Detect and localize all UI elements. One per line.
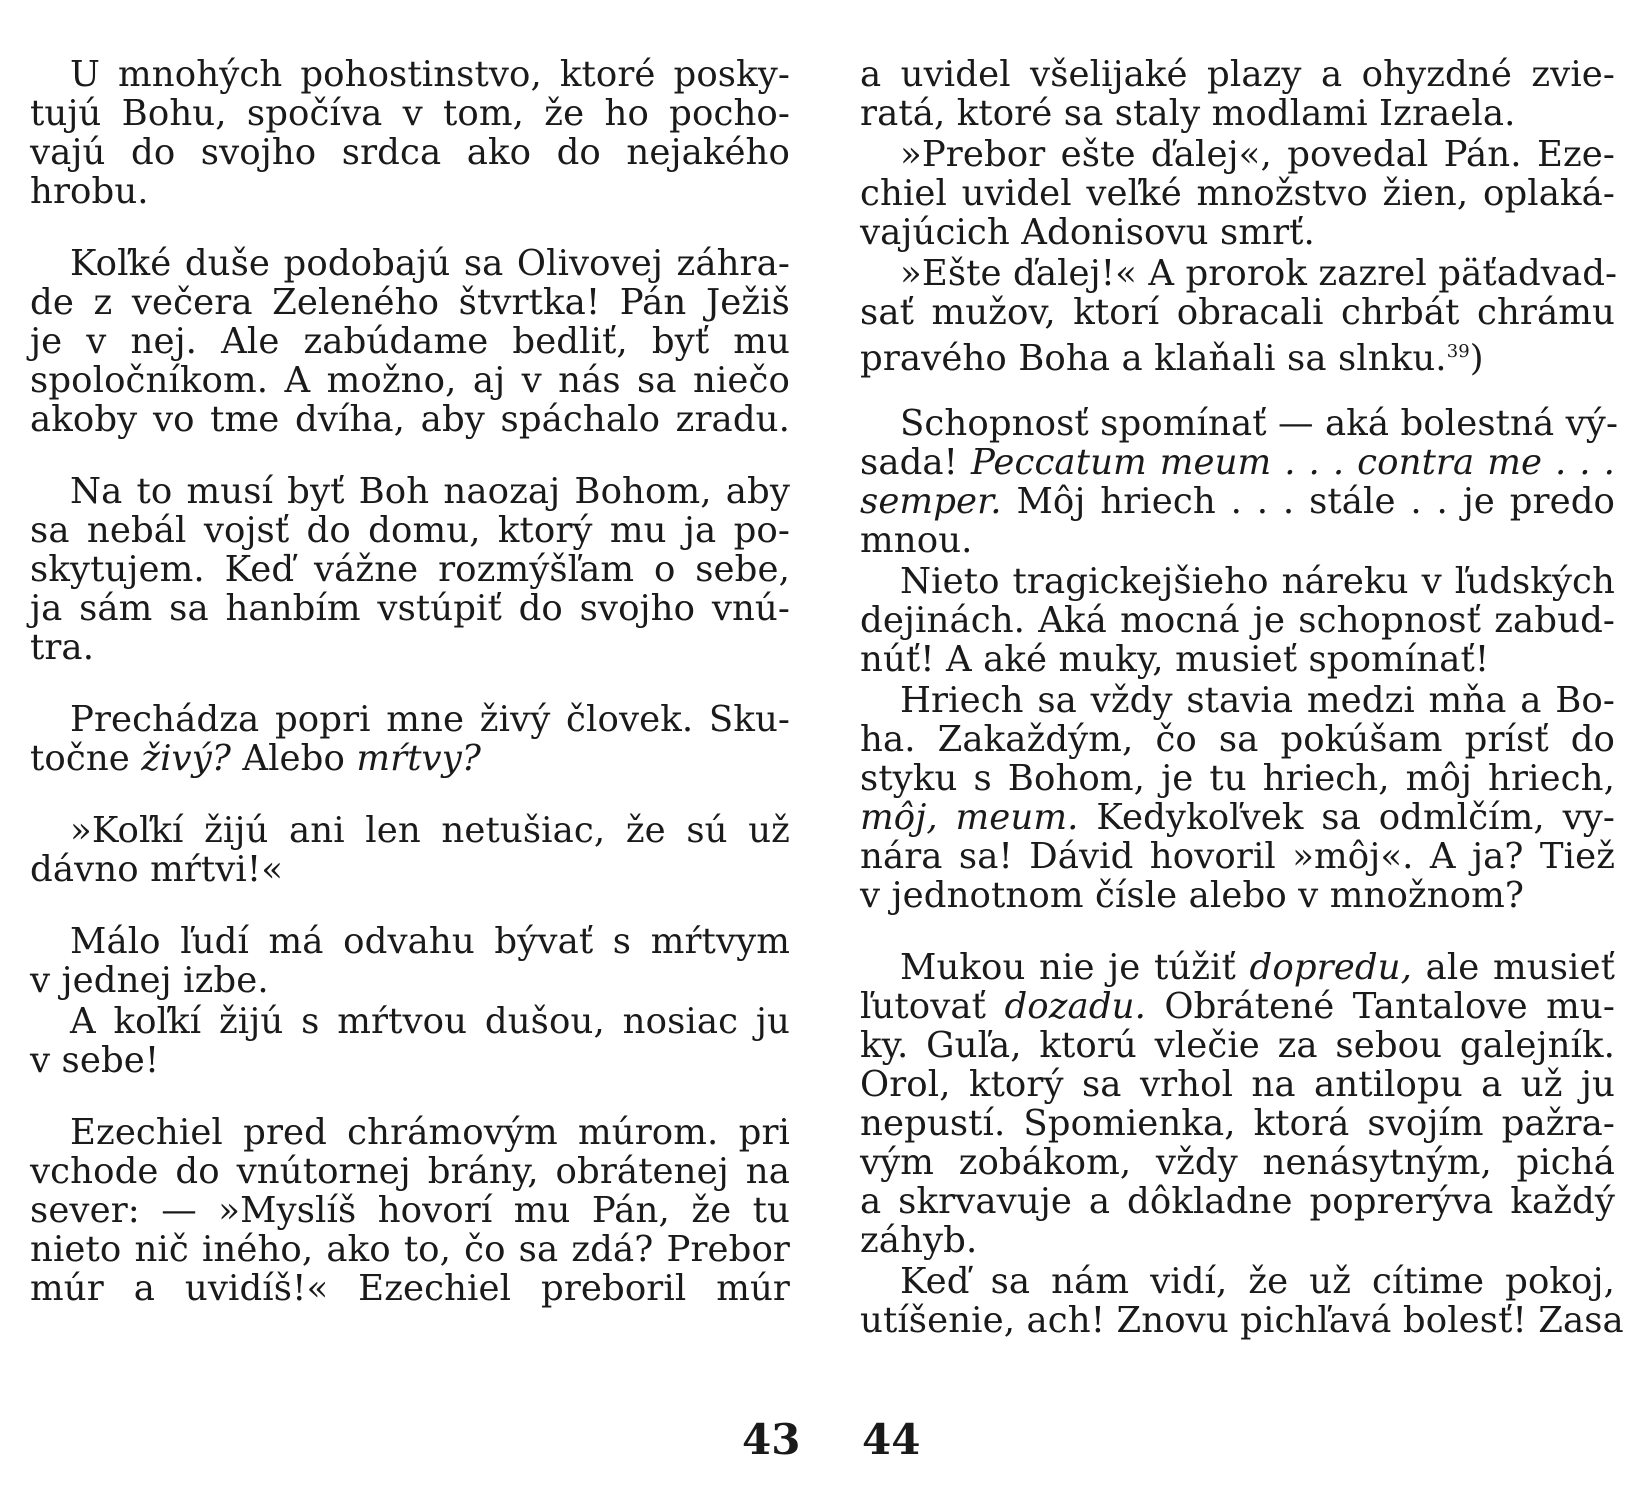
text-line: styku s Bohom, je tu hriech, môj hriech, [860, 758, 1615, 799]
text-line: Nieto tragickejšieho náreku v ľudských [900, 561, 1615, 602]
text-line: skytujem. Keď vážne rozmýšľam o sebe, [30, 549, 790, 590]
text-line: Málo ľudí má odvahu bývať s mŕtvym [70, 921, 790, 962]
text-line: vým zobákom, vždy nenásytným, pichá [860, 1142, 1615, 1183]
text-line: hrobu. [30, 171, 149, 212]
italic-span: dozadu. [1004, 986, 1146, 1027]
text-line: sať mužov, ktorí obracali chrbát chrámu [860, 292, 1615, 333]
text-line: Keď sa nám vidí, že už cítime pokoj, [900, 1261, 1615, 1302]
right-page [860, 54, 1624, 1341]
italic-span: živý? [141, 738, 231, 779]
text-line: v jednej izbe. [30, 960, 269, 1001]
text-line: vchode do vnútornej brány, obrátenej na [30, 1151, 790, 1192]
text-line [860, 482, 1615, 521]
text-span: Alebo [230, 738, 357, 779]
text-line: ky. Guľa, ktorú vlečie za sebou galejník. [860, 1025, 1615, 1066]
text-line: chiel uvidel veľké množstvo žien, oplaká- [860, 173, 1615, 214]
italic-span: Peccatum meum . . . contra me . . . [970, 442, 1615, 483]
text-line: vajúcich Adonisovu smrť. [860, 212, 1315, 253]
text-line: tra. [30, 627, 95, 668]
text-line [30, 739, 790, 778]
text-line: tujú Bohu, spočíva v tom, že ho pocho- [30, 93, 790, 134]
text-span: Mukou nie je túžiť [900, 947, 1250, 988]
text-span: Obrátené Tantalove mu- [1146, 986, 1615, 1027]
text-line: dávno mŕtvi!« [30, 849, 284, 890]
text-span: sada! [860, 442, 971, 483]
text-line: A koľkí žijú s mŕtvou dušou, nosiac ju [70, 1001, 790, 1042]
text-line: spoločníkom. A možno, aj v nás sa niečo [30, 360, 790, 401]
text-line: záhyb. [860, 1220, 978, 1261]
text-line [860, 948, 1615, 987]
text-line: sever: — »Myslíš hovorí mu Pán, že tu [30, 1190, 790, 1231]
text-line: Prechádza popri mne živý človek. Sku- [70, 699, 790, 740]
page-number-right: 44 [862, 1415, 921, 1464]
text-line: a skrvavuje a dôkladne poprerýva každý [860, 1181, 1615, 1222]
italic-span: semper. [860, 481, 1002, 522]
text-line: múr a uvidíš!« Ezechiel preboril múr [30, 1268, 790, 1309]
text-line: nára sa! Dávid hovoril »môj«. A ja? Tiež [860, 836, 1615, 877]
text-span: ale musieť [1412, 947, 1615, 988]
italic-span: mŕtvy? [356, 738, 482, 779]
text-line: ratá, ktoré sa staly modlami Izraela. [860, 93, 1516, 134]
text-span: ) [1469, 337, 1484, 379]
text-line: mnou. [860, 520, 973, 561]
text-line: utíšenie, ach! Znovu pichľavá bolesť! Zasa [860, 1300, 1624, 1341]
page-number-left: 43 [742, 1415, 801, 1464]
text-span: točne [30, 738, 142, 779]
text-line [860, 332, 1615, 379]
footnote-ref: 39 [1446, 341, 1470, 362]
text-line: je v nej. Ale zabúdame bedliť, byť mu [30, 321, 790, 362]
text-line: sa nebál vojsť do domu, ktorý mu ja po- [30, 510, 790, 551]
text-line [860, 443, 1615, 482]
text-line: v jednotnom čísle alebo v množnom? [860, 875, 1525, 916]
text-line: Na to musí byť Boh naozaj Bohom, aby [70, 471, 790, 512]
left-page [30, 55, 790, 1308]
text-span: Kedykoľvek sa odmlčím, vy- [1078, 797, 1615, 838]
text-line: Orol, ktorý sa vrhol na antilopu a už ju [860, 1064, 1615, 1105]
text-line: de z večera Zeleného štvrtka! Pán Ježiš [30, 282, 790, 323]
text-line: Schopnosť spomínať — aká bolestná vý- [900, 403, 1619, 444]
text-line: Koľké duše podobajú sa Olivovej záhra- [70, 243, 790, 284]
text-line: v sebe! [30, 1040, 160, 1081]
text-line: ha. Zakaždým, čo sa pokúšam prísť do [860, 719, 1615, 760]
text-line: dejinách. Aká mocná je schopnosť zabud- [860, 600, 1615, 641]
text-line [860, 798, 1615, 837]
italic-span: dopredu, [1249, 947, 1412, 988]
text-line: vajú do svojho srdca ako do nejakého [30, 132, 790, 173]
text-line: Hriech sa vždy stavia medzi mňa a Bo- [900, 680, 1615, 721]
text-line: »Prebor ešte ďalej«, povedal Pán. Eze- [900, 134, 1615, 175]
text-line: a uvidel všelijaké plazy a ohyzdné zvie- [860, 54, 1615, 95]
text-span: pravého Boha a klaňali sa slnku. [860, 337, 1447, 379]
text-line: »Koľkí žijú ani len netušiac, že sú už [70, 810, 790, 851]
text-span: Môj hriech . . . stále . . je predo [1001, 481, 1615, 522]
text-line: nepustí. Spomienka, ktorá svojím pažra- [860, 1103, 1615, 1144]
text-line: núť! A aké muky, musieť spomínať! [860, 639, 1490, 680]
text-line: »Ešte ďalej!« A prorok zazrel päťadvad- [900, 253, 1618, 294]
text-line: akoby vo tme dvíha, aby spáchalo zradu. [30, 399, 790, 440]
text-line [860, 987, 1615, 1026]
text-line: Ezechiel pred chrámovým múrom. pri [70, 1112, 790, 1153]
text-line: nieto nič iného, ako to, čo sa zdá? Prebor [30, 1229, 790, 1270]
italic-span: môj, meum. [860, 797, 1079, 838]
text-span: ľutovať [860, 986, 1005, 1027]
text-line: U mnohých pohostinstvo, ktoré posky- [70, 54, 790, 95]
text-line: ja sám sa hanbím vstúpiť do svojho vnú- [30, 588, 790, 629]
